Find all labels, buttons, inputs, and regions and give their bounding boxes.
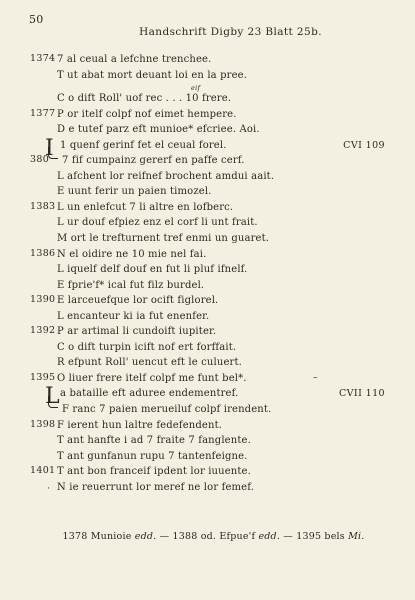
verse-line (0, 52, 415, 68)
verse-text: D e tutef parz eft munioe* efcriee. Aoi. (57, 124, 260, 136)
footnote-1388-editor: edd. (258, 531, 281, 542)
verse-text: E larceuefque lor ocift figlorel. (57, 295, 219, 307)
verse-line (0, 480, 415, 496)
verse-text: N el oidire ne 10 mie nel fai. (57, 248, 207, 260)
verse-text: T ant gunfanun rupu 7 tantenfeigne. (57, 450, 248, 462)
verse-line (0, 184, 415, 200)
footnote-1395-editor: Mi. (348, 531, 365, 542)
line-number: 1383 (30, 200, 56, 212)
verse-text: N ie reuerrunt lor meref ne lor femef. (57, 481, 255, 493)
verse-line (0, 278, 415, 294)
footnote-separator: — (283, 531, 293, 542)
verse-line (0, 371, 415, 387)
footnote-separator: — (159, 531, 170, 542)
line-number: 380 (30, 154, 50, 166)
verse-text: T ut abat mort deuant loi en la pree. (57, 69, 248, 81)
verse-line (0, 107, 415, 123)
footnote-1378: 1378 Munioie (62, 531, 132, 542)
verse-text: P ar artimal li cundoift iupiter. (57, 326, 217, 338)
verse-line (0, 402, 415, 418)
footnote-1378-editor: edd. (134, 531, 157, 542)
verse-line (0, 433, 415, 449)
verse-text: F ranc 7 paien merueiluf colpf irendent. (62, 404, 272, 416)
initial-flourish (48, 147, 58, 159)
verse-line (0, 324, 415, 340)
verse-line (0, 122, 415, 138)
line-number: 1392 (30, 325, 56, 337)
verse-line (0, 169, 415, 185)
line-number: 1386 (30, 247, 56, 259)
page-number: 50 (29, 13, 44, 26)
margin-dot-mark: · (47, 483, 50, 494)
verse-text: L afchent lor reifnef brochent amdui aait. (57, 170, 275, 182)
decorated-initial: I (45, 135, 54, 161)
verse-line (0, 464, 415, 480)
verse-text: F ierent hun laltre fedefendent. (57, 419, 223, 431)
verse-line (0, 309, 415, 325)
verse-line (0, 215, 415, 231)
verse-text: E fprie'f* ical fut filz burdel. (57, 279, 205, 291)
verse-line (0, 200, 415, 216)
verse-text: L encanteur ki ia fut enenfer. (57, 310, 210, 322)
line-number: 1401 (30, 465, 56, 477)
verse-line (0, 153, 415, 169)
interlinear-gloss: eif (191, 84, 201, 93)
verse-text: T ant bon franceif ipdent lor iuuente. (57, 466, 251, 478)
verse-text: O liuer frere itelf colpf me funt bel*. (57, 372, 247, 384)
verse-text: C o dift Roll' uof rec . . . 10 frere. (57, 93, 232, 105)
verse-text: 1 quenf gerinf fet el ceual forel. (60, 139, 227, 151)
verse-line (0, 83, 415, 91)
line-number: 1374 (30, 53, 56, 64)
running-head: Handschrift Digby 23 Blatt 25b. (139, 26, 322, 38)
verse-line (0, 68, 415, 84)
verse-text: 7 al ceual a lefchne trenchee. (57, 54, 212, 65)
verse-lines (0, 52, 415, 495)
line-number: 1377 (30, 107, 56, 119)
verse-line (0, 340, 415, 356)
decorated-initial: L (45, 384, 60, 410)
laisse-number: CVI 109 (343, 139, 385, 151)
margin-dash-mark: – (313, 372, 318, 383)
footnote-1395: 1395 bels (296, 531, 345, 542)
verse-line (0, 91, 415, 107)
verse-text: R efpunt Roll' uencut eft le culuert. (57, 357, 242, 369)
verse-text: a bataille eft aduree endementref. (60, 388, 239, 400)
verse-text: E uunt ferir un paien timozel. (57, 186, 212, 198)
verse-text: C o dift turpin icift nof ert forffait. (57, 341, 237, 353)
verse-line (0, 293, 415, 309)
verse-line (0, 355, 415, 371)
verse-text: T ant hanfte i ad 7 fraite 7 fanglente. (57, 435, 251, 447)
line-number: 1395 (30, 371, 56, 383)
line-number: 1398 (30, 418, 56, 430)
footnote-1388: 1388 od. (172, 531, 217, 542)
verse-text: M ort le trefturnent tref enmi un guaret. (57, 233, 270, 245)
verse-line (0, 247, 415, 263)
footnote-1388-reading: Efpue'f (219, 531, 256, 542)
laisse-number: CVII 110 (339, 388, 385, 400)
verse-line (0, 231, 415, 247)
verse-line (0, 262, 415, 278)
verse-text: L ur douf efpiez enz el corf li unt frait. (57, 217, 258, 229)
verse-line (0, 449, 415, 465)
verse-text: P or itelf colpf nof eimet hempere. (57, 108, 237, 120)
footnote (0, 531, 415, 542)
verse-text: L iquelf delf douf en fut li pluf ifnelf. (57, 264, 248, 276)
initial-flourish (48, 396, 58, 408)
verse-line (0, 418, 415, 434)
line-number: 1390 (30, 294, 56, 306)
verse-text: 7 fif cumpainz gererf en paffe cerf. (62, 155, 245, 167)
verse-text: L un enlefcut 7 li altre en lofberc. (57, 201, 234, 213)
